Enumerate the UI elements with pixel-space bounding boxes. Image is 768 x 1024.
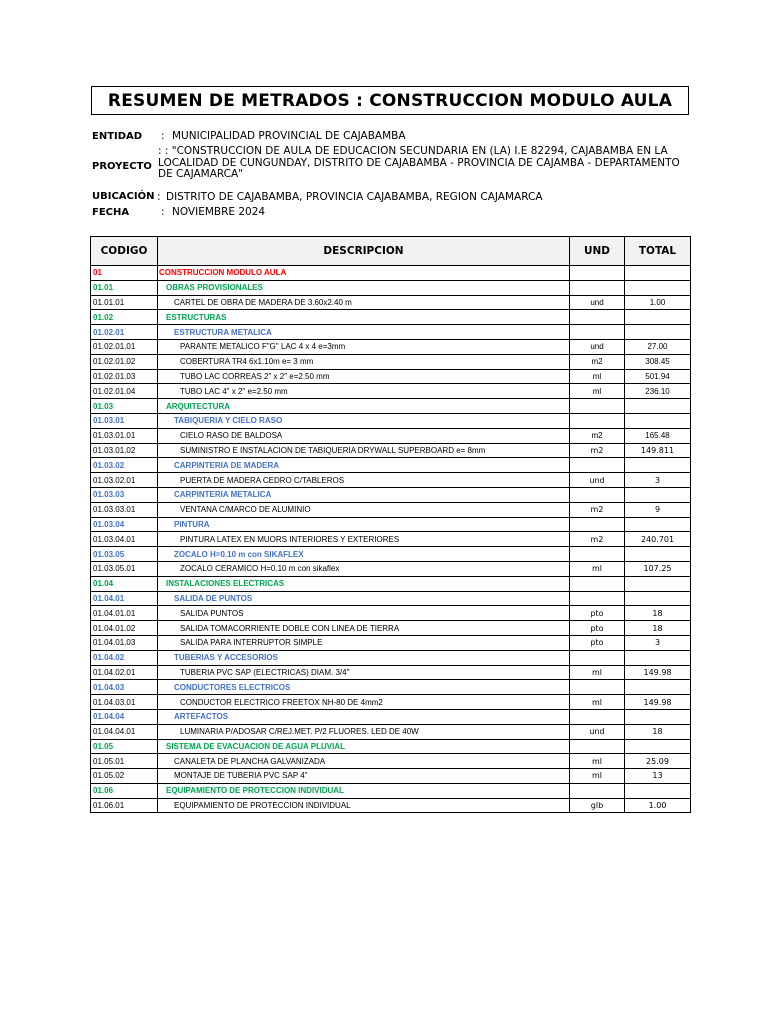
table-row [91, 473, 691, 488]
table-row [91, 339, 691, 354]
cell-total [625, 517, 691, 532]
cell-codigo: 01.04.02 [91, 650, 158, 665]
cell-codigo: 01.03.04.01 [91, 532, 158, 547]
cell-total: 149.811 [625, 443, 691, 458]
cell-descripcion: TUBERIAS Y ACCESORIOS [158, 650, 570, 665]
table-row [91, 606, 691, 621]
cell-codigo: 01.05 [91, 739, 158, 754]
cell-total: 13 [625, 769, 691, 784]
cell-und [570, 266, 625, 281]
cell-descripcion: CARPINTERIA METALICA [158, 487, 570, 502]
cell-total [625, 739, 691, 754]
cell-descripcion: PUERTA DE MADERA CEDRO C/TABLEROS [158, 473, 570, 488]
table-row [91, 517, 691, 532]
cell-descripcion: CONDUCTOR ELECTRICO FREETOX NH-80 DE 4mm2 [158, 695, 570, 710]
cell-codigo: 01.04.01.02 [91, 621, 158, 636]
cell-descripcion: SALIDA DE PUNTOS [158, 591, 570, 606]
cell-codigo: 01.03 [91, 399, 158, 414]
table-row [91, 547, 691, 562]
cell-und [570, 399, 625, 414]
cell-und [570, 413, 625, 428]
cell-descripcion: CIELO RASO DE BALDOSA [158, 428, 570, 443]
table-row [91, 266, 691, 281]
metrados-table [90, 236, 691, 813]
cell-und: glb [570, 798, 625, 813]
entidad-colon: : [161, 130, 165, 142]
cell-descripcion: PINTURA [158, 517, 570, 532]
cell-descripcion: INSTALACIONES ELECTRICAS [158, 576, 570, 591]
cell-total: 1.00 [625, 798, 691, 813]
cell-und: und [570, 473, 625, 488]
ubicacion-label: UBICACIÓN [92, 191, 155, 202]
cell-descripcion: EQUIPAMIENTO DE PROTECCION INDIVIDUAL [158, 798, 570, 813]
cell-descripcion: EQUIPAMIENTO DE PROTECCION INDIVIDUAL [158, 783, 570, 798]
table-row [91, 458, 691, 473]
cell-total: 240.701 [625, 532, 691, 547]
cell-total: 3 [625, 473, 691, 488]
cell-total: 3 [625, 635, 691, 650]
table-row [91, 280, 691, 295]
cell-und [570, 783, 625, 798]
cell-codigo: 01.04.03.01 [91, 695, 158, 710]
cell-total: 18 [625, 724, 691, 739]
cell-und: pto [570, 606, 625, 621]
table-row [91, 502, 691, 517]
cell-descripcion: VENTANA C/MARCO DE ALUMINIO [158, 502, 570, 517]
cell-total: 501.94 [625, 369, 691, 384]
cell-descripcion: SUMINISTRO E INSTALACION DE TABIQUERIA DRYWALL SUPERBOARD e= 8mm [158, 443, 570, 458]
cell-und [570, 517, 625, 532]
cell-total: 27.00 [625, 339, 691, 354]
cell-descripcion: OBRAS PROVISIONALES [158, 280, 570, 295]
cell-und: pto [570, 621, 625, 636]
cell-total: 18 [625, 621, 691, 636]
cell-und: m2 [570, 443, 625, 458]
cell-codigo: 01.03.01.01 [91, 428, 158, 443]
table-row [91, 783, 691, 798]
table-row [91, 369, 691, 384]
cell-descripcion: PINTURA LATEX EN MUORS INTERIORES Y EXTERIORES [158, 532, 570, 547]
col-header-descripcion: DESCRIPCION [158, 237, 570, 266]
cell-descripcion: CARPINTERIA DE MADERA [158, 458, 570, 473]
cell-total: 236.10 [625, 384, 691, 399]
cell-codigo: 01.03.02.01 [91, 473, 158, 488]
cell-codigo: 01.03.01 [91, 413, 158, 428]
cell-total [625, 650, 691, 665]
cell-descripcion: SALIDA TOMACORRIENTE DOBLE CON LINEA DE TIERRA [158, 621, 570, 636]
cell-codigo: 01.05.02 [91, 769, 158, 784]
cell-codigo: 01.04.01.01 [91, 606, 158, 621]
cell-total [625, 783, 691, 798]
cell-total [625, 310, 691, 325]
table-row [91, 532, 691, 547]
cell-codigo: 01.02.01.01 [91, 339, 158, 354]
table-row [91, 665, 691, 680]
cell-codigo: 01.04.04 [91, 709, 158, 724]
cell-total [625, 709, 691, 724]
cell-descripcion: ZOCALO H=0.10 m con SIKAFLEX [158, 547, 570, 562]
fecha-colon: : [161, 206, 165, 218]
cell-und [570, 325, 625, 340]
table-row [91, 399, 691, 414]
cell-codigo: 01.01.01 [91, 295, 158, 310]
cell-descripcion: CONSTRUCCION MODULO AULA [158, 266, 570, 281]
cell-codigo: 01.04.01 [91, 591, 158, 606]
cell-descripcion: TABIQUERIA Y CIELO RASO [158, 413, 570, 428]
table-row [91, 650, 691, 665]
table-row [91, 621, 691, 636]
cell-codigo: 01.06.01 [91, 798, 158, 813]
cell-descripcion: SALIDA PARA INTERRUPTOR SIMPLE [158, 635, 570, 650]
table-row [91, 724, 691, 739]
cell-und [570, 458, 625, 473]
cell-total: 165.48 [625, 428, 691, 443]
cell-total [625, 399, 691, 414]
cell-descripcion: CONDUCTORES ELECTRICOS [158, 680, 570, 695]
cell-total [625, 576, 691, 591]
cell-descripcion: CANALETA DE PLANCHA GALVANIZADA [158, 754, 570, 769]
cell-total [625, 266, 691, 281]
table-row [91, 739, 691, 754]
cell-descripcion: ARQUITECTURA [158, 399, 570, 414]
cell-codigo: 01.01 [91, 280, 158, 295]
cell-und: und [570, 295, 625, 310]
cell-und: ml [570, 384, 625, 399]
table-row [91, 695, 691, 710]
cell-descripcion: ARTEFACTOS [158, 709, 570, 724]
cell-und [570, 709, 625, 724]
cell-descripcion: TUBO LAC 4" x 2" e=2.50 mm [158, 384, 570, 399]
col-header-total: TOTAL [625, 237, 691, 266]
cell-descripcion: MONTAJE DE TUBERIA PVC SAP 4" [158, 769, 570, 784]
cell-und: m2 [570, 502, 625, 517]
cell-codigo: 01.04.04.01 [91, 724, 158, 739]
cell-total: 18 [625, 606, 691, 621]
cell-codigo: 01.02.01 [91, 325, 158, 340]
fecha-label: FECHA [92, 207, 130, 218]
cell-und: m2 [570, 354, 625, 369]
cell-total: 1.00 [625, 295, 691, 310]
cell-codigo: 01.03.03.01 [91, 502, 158, 517]
cell-und [570, 680, 625, 695]
cell-total: 25.09 [625, 754, 691, 769]
cell-descripcion: ESTRUCTURA METALICA [158, 325, 570, 340]
cell-und [570, 310, 625, 325]
cell-descripcion: PARANTE METALICO F"G" LAC 4 x 4 e=3mm [158, 339, 570, 354]
cell-codigo: 01.06 [91, 783, 158, 798]
table-row [91, 354, 691, 369]
table-row [91, 769, 691, 784]
table-row [91, 413, 691, 428]
table-row [91, 709, 691, 724]
cell-und [570, 650, 625, 665]
col-header-und: UND [570, 237, 625, 266]
cell-codigo: 01.03.02 [91, 458, 158, 473]
cell-und [570, 547, 625, 562]
table-row [91, 754, 691, 769]
table-row [91, 680, 691, 695]
table-row [91, 325, 691, 340]
fecha-value: NOVIEMBRE 2024 [172, 206, 266, 218]
ubicacion-colon: : [157, 191, 161, 203]
cell-und: ml [570, 561, 625, 576]
table-header-row [91, 237, 691, 266]
cell-total: 149.98 [625, 695, 691, 710]
entidad-label: ENTIDAD [92, 131, 143, 142]
cell-und [570, 576, 625, 591]
cell-total: 9 [625, 502, 691, 517]
cell-und [570, 487, 625, 502]
proyecto-value: : : "CONSTRUCCION DE AULA DE EDUCACION SECUNDARIA EN (LA) I.E 82294, CAJABAMBA EN LA LOCALIDAD DE CUNGUNDAY, DISTRITO DE CAJABAMBA - PROVINCIA DE CAJAMBA - DEPARTAMENTO DE CAJAMARCA" [158, 145, 680, 180]
table-row [91, 576, 691, 591]
table-row [91, 443, 691, 458]
table-row [91, 310, 691, 325]
cell-total: 107.25 [625, 561, 691, 576]
cell-codigo: 01 [91, 266, 158, 281]
table-row [91, 635, 691, 650]
cell-und: ml [570, 695, 625, 710]
cell-descripcion: SISTEMA DE EVACUACION DE AGUA PLUVIAL [158, 739, 570, 754]
cell-codigo: 01.03.01.02 [91, 443, 158, 458]
cell-und [570, 591, 625, 606]
cell-und: pto [570, 635, 625, 650]
table-row [91, 591, 691, 606]
cell-codigo: 01.04.03 [91, 680, 158, 695]
cell-und: ml [570, 665, 625, 680]
cell-und: und [570, 339, 625, 354]
cell-codigo: 01.05.01 [91, 754, 158, 769]
table-row [91, 295, 691, 310]
cell-descripcion: TUBO LAC CORREAS 2" x 2" e=2.50 mm [158, 369, 570, 384]
cell-codigo: 01.04.01.03 [91, 635, 158, 650]
cell-descripcion: COBERTURA TR4 6x1.10m e= 3 mm [158, 354, 570, 369]
cell-total [625, 547, 691, 562]
cell-total [625, 325, 691, 340]
cell-descripcion: TUBERIA PVC SAP (ELECTRICAS) DIAM. 3/4" [158, 665, 570, 680]
proyecto-label: PROYECTO [92, 161, 152, 172]
page-title: RESUMEN DE METRADOS : CONSTRUCCION MODULO AULA [91, 86, 689, 115]
table-row [91, 384, 691, 399]
table-row [91, 428, 691, 443]
cell-codigo: 01.04.02.01 [91, 665, 158, 680]
cell-total [625, 591, 691, 606]
cell-und: m2 [570, 532, 625, 547]
cell-und: und [570, 724, 625, 739]
cell-und [570, 739, 625, 754]
cell-codigo: 01.03.05.01 [91, 561, 158, 576]
table-row [91, 561, 691, 576]
cell-codigo: 01.03.03 [91, 487, 158, 502]
cell-und: m2 [570, 428, 625, 443]
cell-total: 308.45 [625, 354, 691, 369]
cell-descripcion: LUMINARIA P/ADOSAR C/REJ.MET. P/2 FLUORES. LED DE 40W [158, 724, 570, 739]
cell-total: 149.98 [625, 665, 691, 680]
cell-und: ml [570, 754, 625, 769]
cell-codigo: 01.02.01.04 [91, 384, 158, 399]
table-row [91, 798, 691, 813]
cell-und [570, 280, 625, 295]
cell-codigo: 01.02.01.02 [91, 354, 158, 369]
entidad-value: MUNICIPALIDAD PROVINCIAL DE CAJABAMBA [172, 130, 406, 142]
cell-descripcion: CARTEL DE OBRA DE MADERA DE 3.60x2.40 m [158, 295, 570, 310]
cell-codigo: 01.02 [91, 310, 158, 325]
cell-total [625, 413, 691, 428]
cell-codigo: 01.02.01.03 [91, 369, 158, 384]
table-row [91, 487, 691, 502]
cell-und: ml [570, 369, 625, 384]
col-header-codigo: CODIGO [91, 237, 158, 266]
cell-descripcion: ZOCALO CERAMICO H=0.10 m con sikaflex [158, 561, 570, 576]
cell-descripcion: SALIDA PUNTOS [158, 606, 570, 621]
cell-total [625, 680, 691, 695]
cell-codigo: 01.03.05 [91, 547, 158, 562]
cell-codigo: 01.03.04 [91, 517, 158, 532]
cell-codigo: 01.04 [91, 576, 158, 591]
cell-descripcion: ESTRUCTURAS [158, 310, 570, 325]
cell-total [625, 280, 691, 295]
cell-und: ml [570, 769, 625, 784]
cell-total [625, 487, 691, 502]
cell-total [625, 458, 691, 473]
ubicacion-value: DISTRITO DE CAJABAMBA, PROVINCIA CAJABAMBA, REGION CAJAMARCA [166, 191, 543, 203]
